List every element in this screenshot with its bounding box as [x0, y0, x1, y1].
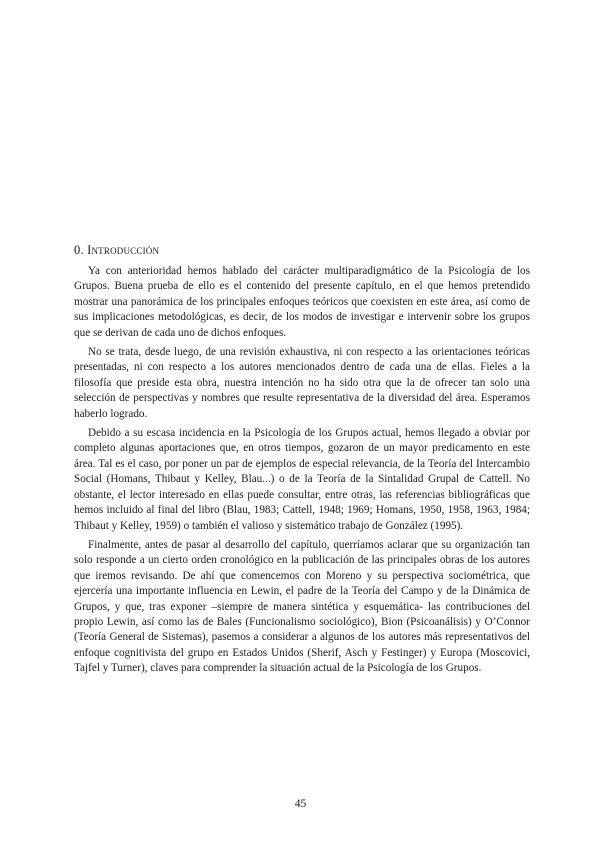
body-text: [74, 264, 530, 681]
paragraph: Ya con anterioridad hemos hablado del carácter multiparadigmático de la Psicología de los Grupos. Buena prueba de ello es el contenido del presente capítulo, en el que hemos pretendido mostrar una panorámica de los principales enfoques teóricos que coexisten en este área, así como de sus implicaciones metodológicas, es decir, de los modos de investigar e intervenir sobre los grupos que se derivan de cada uno de dichos enfoques.: [74, 265, 530, 339]
page-number: 45: [294, 798, 307, 810]
section-heading: 0. Introducción: [74, 243, 160, 257]
paragraph: No se trata, desde luego, de una revisión exhaustiva, ni con respecto a las orientaciones teóricas presentadas, ni con respecto a los autores mencionados dentro de cada una de ellas. Fieles a la filosofía que preside esta obra, nuestra intención no ha sido otra que la de ofrecer tan solo una selección de perspectivas y nombres que resulte representativa de la diversidad del área. Esperamos haberlo logrado.: [74, 346, 530, 420]
paragraph: Debido a su escasa incidencia en la Psicología de los Grupos actual, hemos llegado a obviar por completo algunas aportaciones que, en otros tiempos, gozaron de un mayor predicamento en este área. Tal es el caso, por poner un par de ejemplos de especial relevancia, de la Teoría del Intercambio Social (Homans, Thibaut y Kelley, Blau...) o de la Teoría de la Sintalidad Grupal de Cattell. No obstante, el lector interesado en ellas puede consultar, entre otras, las referencias bibliográficas que hemos incluido al final del libro (Blau, 1983; Cattell, 1948; 1969; Homans, 1950, 1958, 1963, 1984; Thibaut y Kelley, 1959) o también el valioso y sistemático trabajo de González (1995).: [74, 427, 530, 532]
paragraph: Finalmente, antes de pasar al desarrollo del capítulo, querríamos aclarar que su organización tan solo responde a un cierto orden cronológico en la publicación de las principales obras de los autores que iremos revisando. De ahí que comencemos con Moreno y su perspectiva sociométrica, que ejercería una importante influencia en Lewin, el padre de la Teoría del Campo y de la Dinámica de Grupos, y que, tras exponer –siempre de manera sintética y esquemática- las contribuciones del propio Lewin, así como las de Bales (Funcionalismo sociológico), Bion (Psicoanálisis) y O’Connor (Teoría General de Sistemas), pasemos a considerar a algunos de los autores más representativos del enfoque cognitivista del grupo en Estados Unidos (Sherif, Asch y Festinger) y Europa (Moscovici, Tajfel y Turner), claves para comprender la situación actual de la Psicología de los Grupos.: [74, 538, 530, 675]
